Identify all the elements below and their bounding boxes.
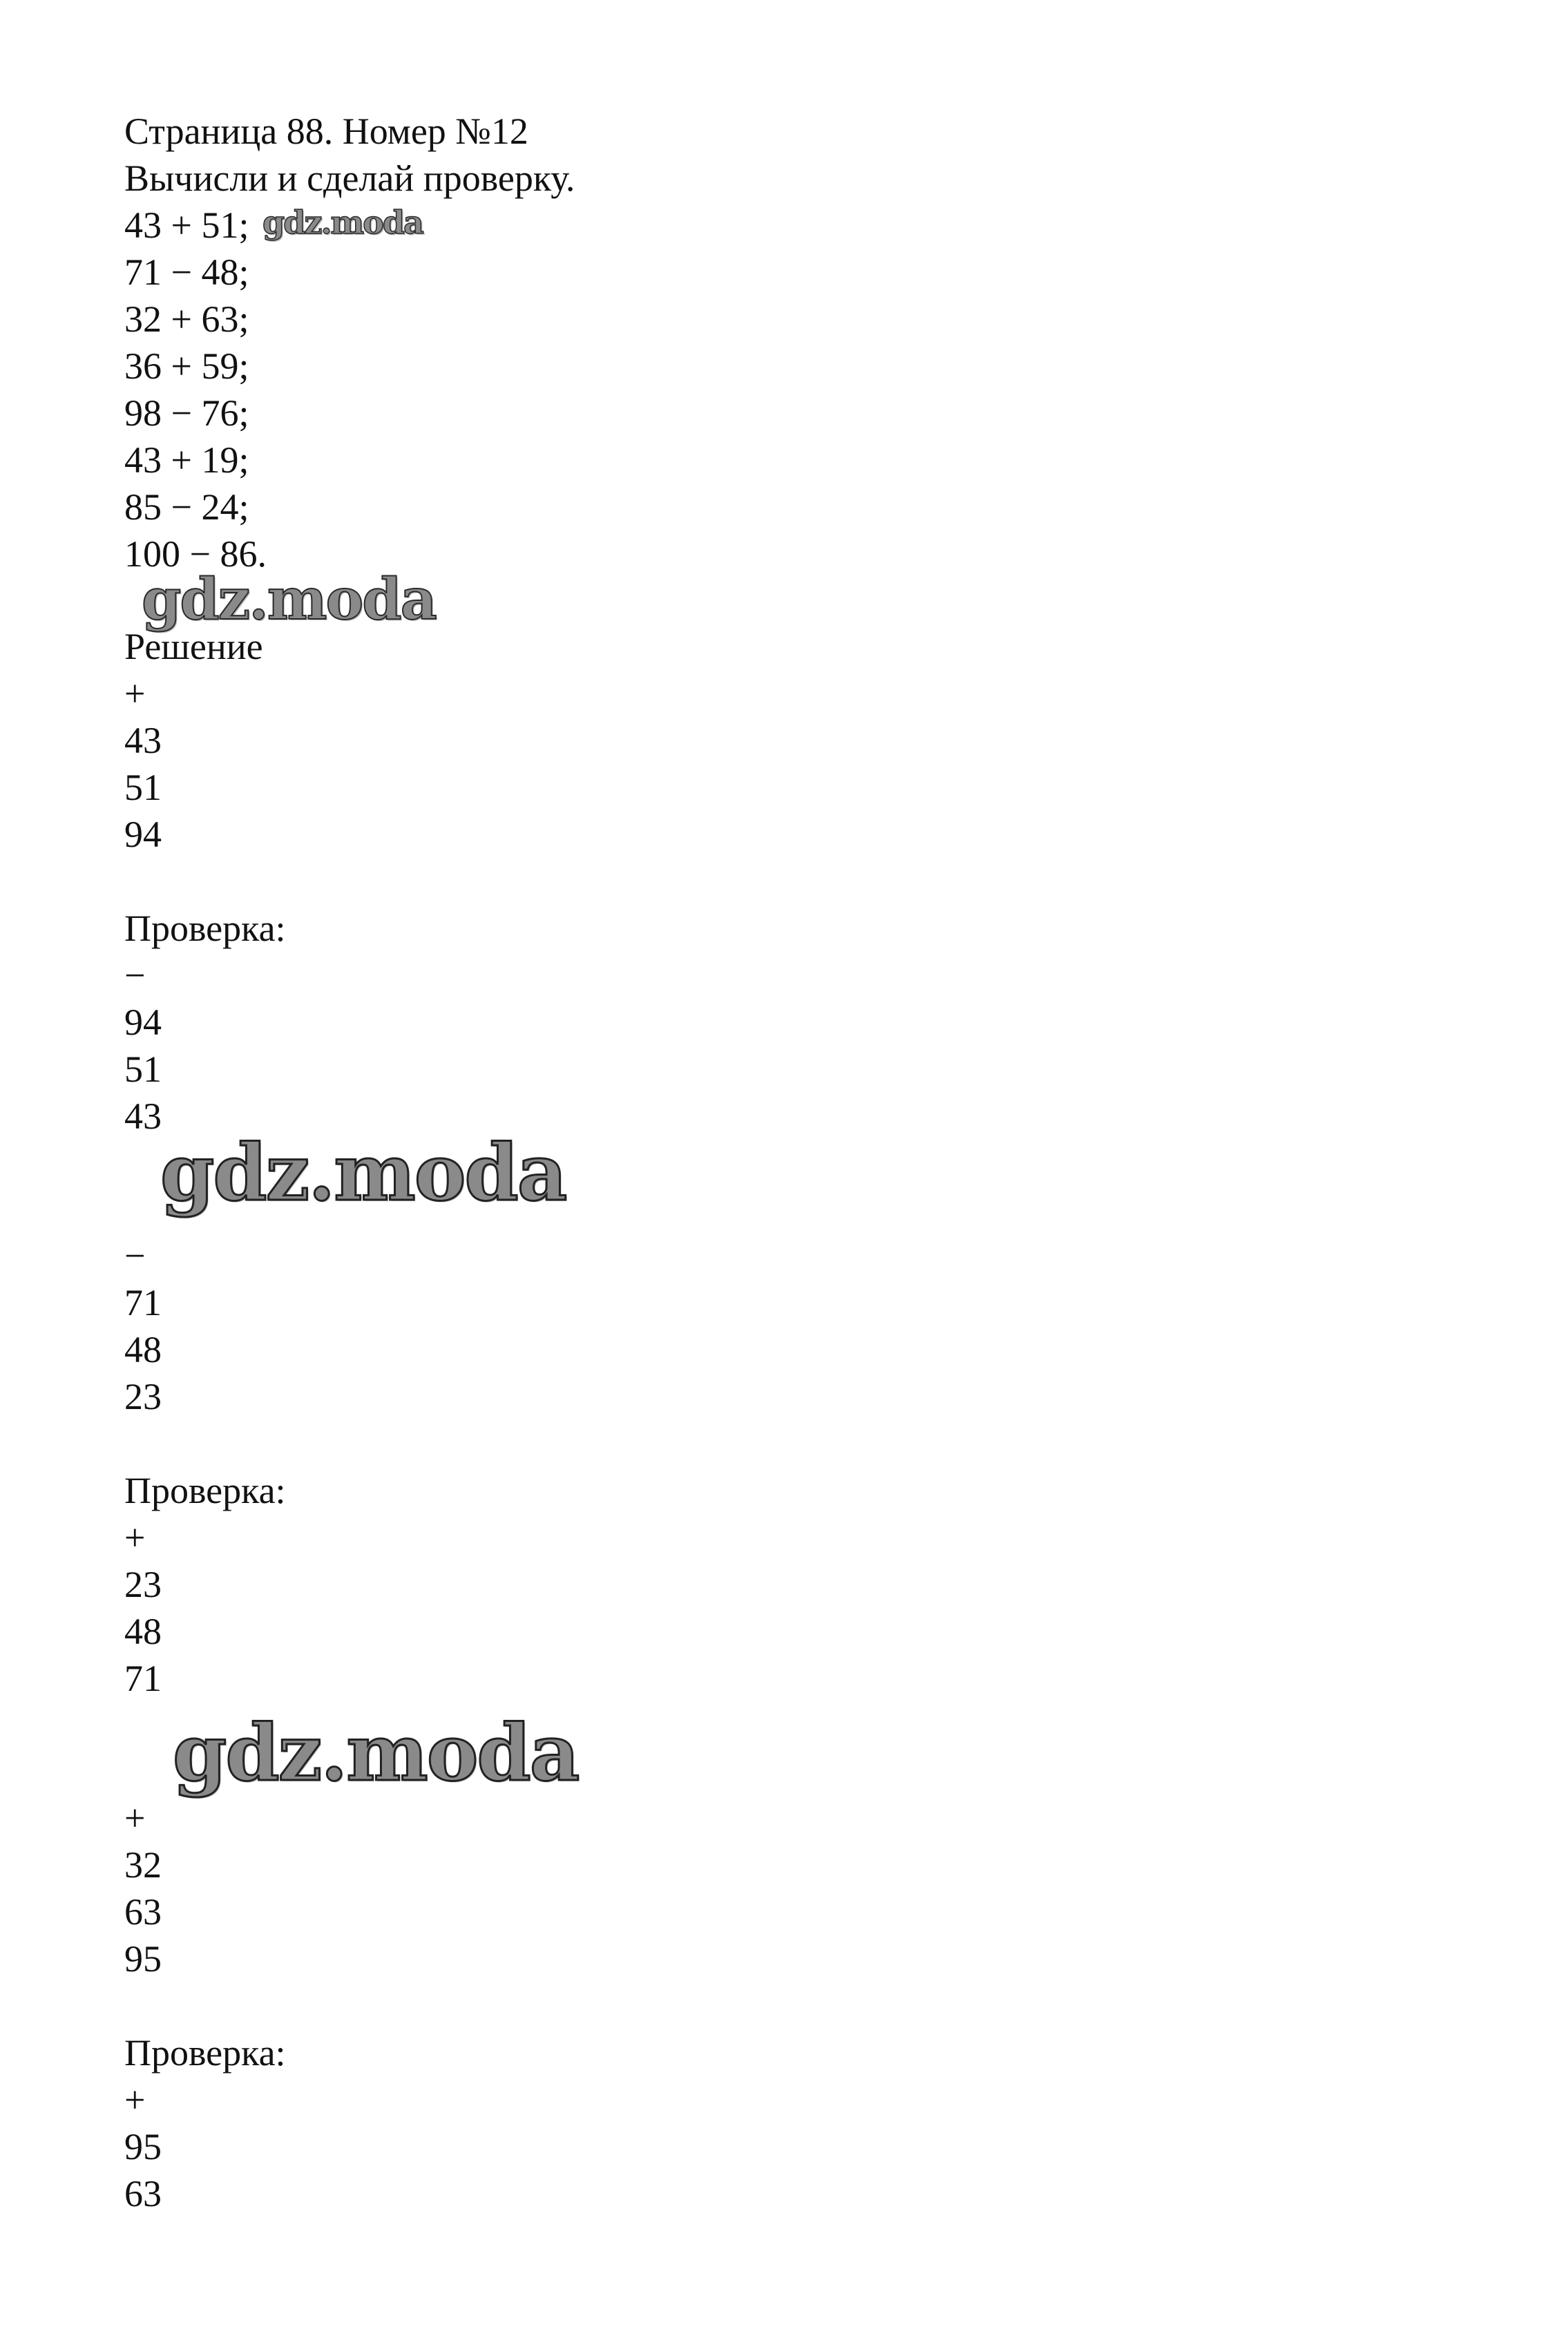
operation-sign: +	[124, 673, 146, 714]
operand: 43	[124, 720, 162, 761]
exercise-item: 98 − 76;	[124, 392, 249, 434]
exercise-item: 43 + 51;	[124, 204, 249, 246]
operand: 23	[124, 1564, 162, 1605]
watermark-logo: gdz.moda	[262, 204, 423, 241]
check-label: Проверка:	[124, 2032, 286, 2074]
result: 43	[124, 1095, 162, 1137]
operand: 51	[124, 767, 162, 808]
result: 71	[124, 1658, 162, 1699]
operation-sign: +	[124, 2079, 146, 2120]
operand: 63	[124, 1891, 162, 1933]
operand: 63	[124, 2173, 162, 2214]
operand: 48	[124, 1611, 162, 1652]
operand: 95	[124, 2126, 162, 2167]
task-text: Вычисли и сделай проверку.	[124, 157, 575, 199]
exercise-item: 43 + 19;	[124, 439, 249, 481]
operation-sign: +	[124, 1797, 146, 1839]
check-label: Проверка:	[124, 1470, 286, 1511]
operation-sign: +	[124, 1517, 146, 1558]
watermark-logo: gdz.moda	[160, 1128, 566, 1218]
result: 95	[124, 1938, 162, 1980]
exercise-item: 100 − 86.	[124, 533, 267, 575]
operation-sign: −	[124, 1235, 146, 1276]
exercise-item: 71 − 48;	[124, 251, 249, 293]
watermark-logo: gdz.moda	[142, 566, 436, 633]
exercise-item: 85 − 24;	[124, 486, 249, 528]
operand: 94	[124, 1002, 162, 1043]
operand: 48	[124, 1329, 162, 1370]
exercise-item: 32 + 63;	[124, 298, 249, 340]
operand: 71	[124, 1282, 162, 1323]
operand: 32	[124, 1844, 162, 1886]
solution-heading: Решение	[124, 626, 263, 667]
result: 23	[124, 1376, 162, 1417]
exercise-item: 36 + 59;	[124, 345, 249, 387]
page-title: Страница 88. Номер №12	[124, 111, 528, 152]
operation-sign: −	[124, 955, 146, 996]
check-label: Проверка:	[124, 908, 286, 949]
result: 94	[124, 814, 162, 855]
operand: 51	[124, 1048, 162, 1090]
watermark-logo: gdz.moda	[173, 1708, 579, 1799]
